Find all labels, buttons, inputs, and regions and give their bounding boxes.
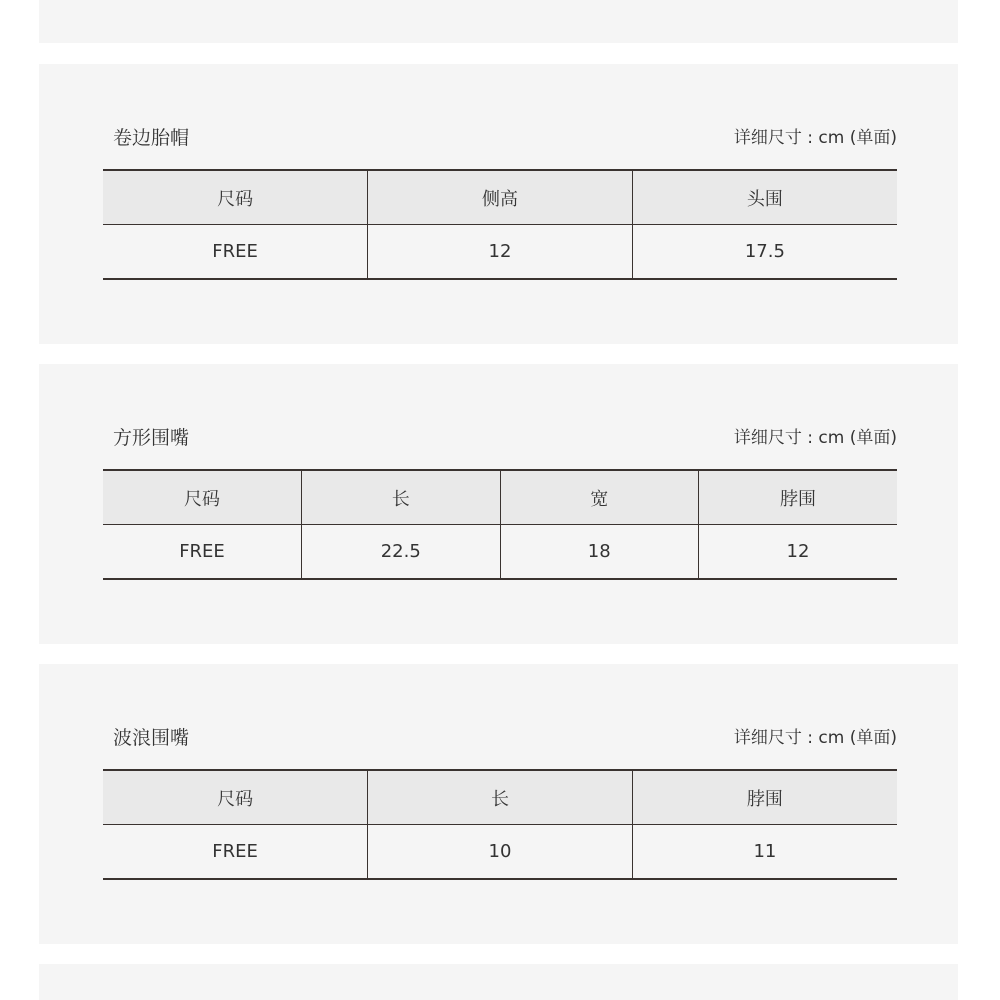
unit-note: 详细尺寸 : cm (单面): [733, 428, 897, 448]
unit-note: 详细尺寸 : cm (单面): [733, 728, 897, 748]
table-header-row: [103, 470, 897, 525]
card-title: 方形围嘴: [113, 427, 190, 449]
table-row: [103, 525, 897, 580]
column-header: 尺码: [103, 170, 368, 225]
card-title: 波浪围嘴: [113, 727, 190, 749]
column-header: 侧高: [368, 170, 633, 225]
table-cell: 12: [368, 225, 633, 280]
table-header-row: [103, 770, 897, 825]
table-header-row: [103, 170, 897, 225]
card-title: 卷边胎帽: [113, 127, 190, 149]
column-header: 脖围: [632, 770, 897, 825]
column-header: 长: [302, 470, 501, 525]
table-cell: 22.5: [302, 525, 501, 580]
table-cell: 11: [632, 825, 897, 880]
table-cell: FREE: [103, 225, 368, 280]
table-cell: FREE: [103, 825, 368, 880]
size-table: [103, 769, 897, 880]
column-header: 宽: [500, 470, 699, 525]
unit-note: 详细尺寸 : cm (单面): [733, 128, 897, 148]
column-header: 头围: [632, 170, 897, 225]
size-card-square-bib: [39, 364, 958, 644]
column-header: 尺码: [103, 470, 302, 525]
table-cell: FREE: [103, 525, 302, 580]
table-cell: 12: [699, 525, 898, 580]
column-header: 长: [368, 770, 633, 825]
table-row: [103, 225, 897, 280]
size-card-rolled-beanie: [39, 64, 958, 344]
size-card-wave-bib: [39, 664, 958, 944]
table-cell: 10: [368, 825, 633, 880]
size-table: [103, 469, 897, 580]
size-table: [103, 169, 897, 280]
column-header: 脖围: [699, 470, 898, 525]
column-header: 尺码: [103, 770, 368, 825]
previous-section-panel: [39, 0, 958, 43]
next-section-panel: [39, 964, 958, 1000]
table-row: [103, 825, 897, 880]
table-cell: 17.5: [632, 225, 897, 280]
table-cell: 18: [500, 525, 699, 580]
